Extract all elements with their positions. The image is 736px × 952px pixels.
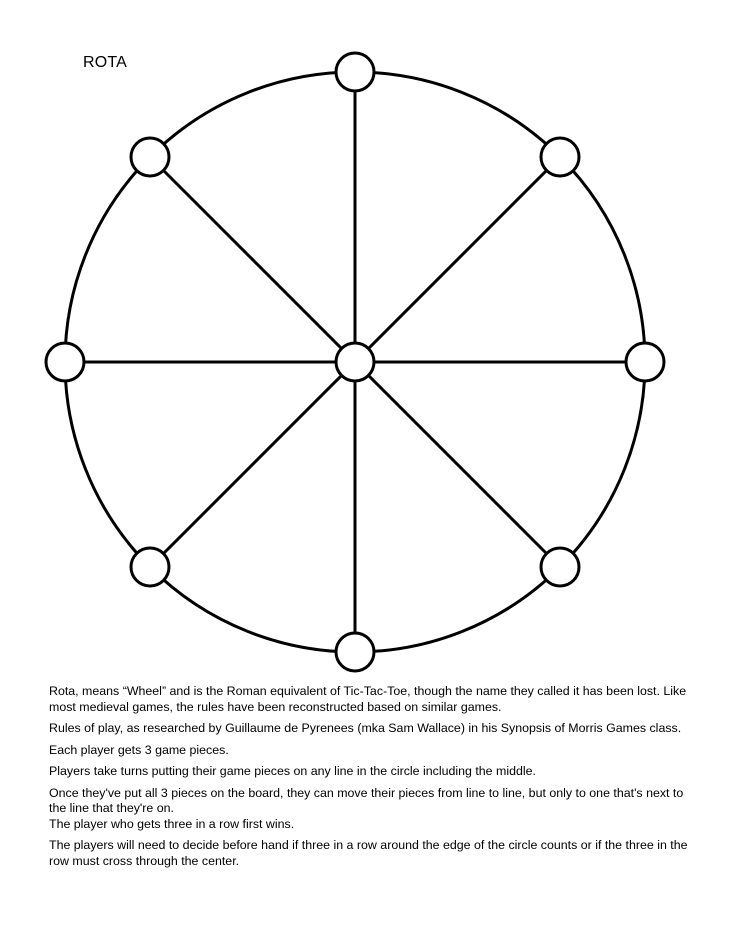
board-point-bottom-right [541, 548, 579, 586]
board-point-center [336, 343, 374, 381]
rules-paragraph-source: Rules of play, as researched by Guillaume de Pyrenees (mka Sam Wallace) in his Synopsis of Morris Games class. [49, 721, 682, 735]
board-point-right [626, 343, 664, 381]
board-point-left [46, 343, 84, 381]
rules-paragraph-intro: Rota, means “Wheel” and is the Roman equivalent of Tic-Tac-Toe, though the name they called it has been lost. Like most medieval games, the rules have been reconstructed based on similar games. [49, 684, 687, 714]
rules-paragraph-turns: Players take turns putting their game pieces on any line in the circle including the middle. [49, 764, 536, 778]
board-point-top-left [131, 138, 169, 176]
board-point-top [336, 53, 374, 91]
rules-text [49, 684, 697, 875]
board-point-top-right [541, 138, 579, 176]
board-point-bottom [336, 633, 374, 671]
rules-paragraph-pieces: Each player gets 3 game pieces. [49, 742, 229, 757]
rules-paragraph-win: The player who gets three in a row first wins. [49, 816, 295, 831]
rules-paragraph-variant: The players will need to decide before hand if three in a row around the edge of the circle counts or if the three in the row must cross through the center. [49, 838, 688, 868]
rules-paragraph-movement: Once they've put all 3 pieces on the board, they can move their pieces from line to line, but only to one that's next to the line that they're on. [49, 785, 684, 815]
page-title: ROTA [83, 54, 128, 71]
board-point-bottom-left [131, 548, 169, 586]
